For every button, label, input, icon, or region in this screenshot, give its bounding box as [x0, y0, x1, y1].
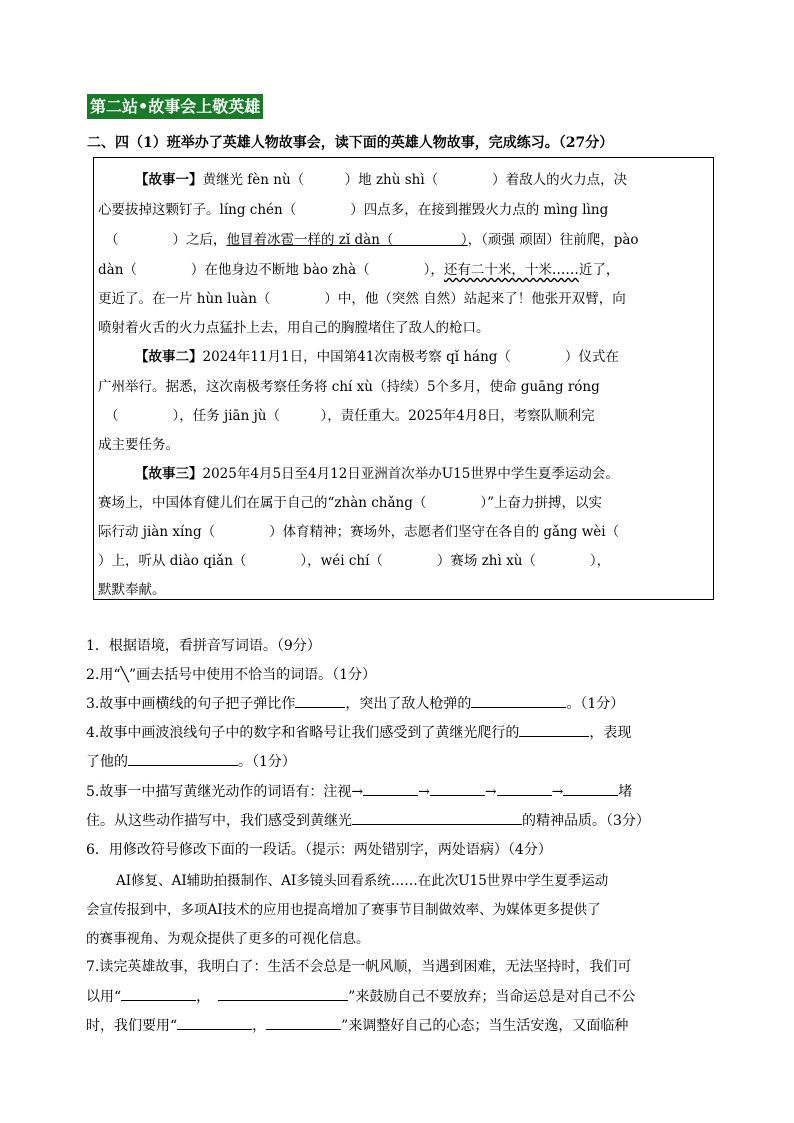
story3-line5: 默默奉献。	[98, 582, 166, 598]
answer-blank[interactable]	[266, 1015, 341, 1030]
story1-line6: 喷射着火舌的火力点猛扑上去，用自己的胸膛堵住了敌人的枪口。	[98, 320, 490, 336]
question-7-cont: 以用“ ， ”来鼓励自己不要放弃；当命运总是对自己不公	[86, 986, 635, 1006]
story3-line1: 【故事三】2025年4月5日至4月12日亚洲首次举办U15世界中学生夏季运动会。	[135, 466, 619, 482]
answer-blank[interactable]	[519, 722, 589, 737]
story3-line2: 赛场上，中国体育健儿们在属于自己的“zhàn chǎng（ ）”上奋力拼搏，以实	[98, 495, 603, 511]
question-5-cont: 住。从这些动作描写中，我们感受到黄继光 的精神品质。（3分）	[86, 810, 650, 830]
story1-line2: 心要拔掉这颗钉子。líng chén（ ）四点多，在接到摧毁火力点的 mìng lìng	[98, 202, 609, 218]
paragraph-line3: 的赛事视角、为观众提供了更多的可视化信息。	[86, 931, 370, 947]
answer-blank[interactable]	[218, 986, 348, 1001]
question-4: 4.故事中画波浪线句子中的数字和省略号让我们感受到了黄继光爬行的 ，表现	[86, 722, 631, 742]
question-7: 7.读完英雄故事，我明白了：生活不会总是一帆风顺，当遇到困难，无法坚持时，我们可	[86, 959, 632, 975]
question-4-cont: 了他的 。（1分）	[86, 751, 296, 771]
question-5: 5.故事一中描写黄继光动作的词语有：注视→ → → → 堵	[86, 781, 632, 801]
question-title: 二、四（1）班举办了英雄人物故事会，读下面的英雄人物故事，完成练习。（27分）	[87, 135, 614, 151]
question-1: 1．根据语境，看拼音写词语。（9分）	[86, 638, 321, 654]
answer-blank[interactable]	[471, 693, 566, 708]
story2-line3: （ ），任务 jiān jù（ ），责任重大。2025年4月8日，考察队顺利完	[105, 408, 595, 424]
story1-line3: （ ）之后，他冒着冰雹一样的 zǐ dàn（ ），（顽强 顽固）往前爬，pào	[105, 232, 639, 248]
answer-blank[interactable]	[128, 751, 238, 766]
story3-line4: ）上，听从 diào qiǎn（ ），wéi chí（ ）赛场 zhì xù（ ），	[98, 553, 611, 569]
question-7-cont2: 时，我们要用“ ， ”来调整好自己的心态；当生活安逸，又面临种	[86, 1015, 628, 1035]
wavy-sentence: 还有二十米，十米……	[443, 262, 579, 278]
story2-line2: 广州举行。据悉，这次南极考察任务将 chí xù（持续）5个多月，使命 guāng róng	[98, 379, 600, 395]
answer-blank[interactable]	[430, 781, 485, 796]
question-3: 3.故事中画横线的句子把子弹比作 ，突出了敌人枪弹的 。（1分）	[86, 693, 624, 713]
paragraph-line1: AI修复、AI辅助拍摄制作、AI多镜头回看系统……在此次U15世界中学生夏季运动	[116, 873, 609, 889]
answer-blank[interactable]	[363, 781, 418, 796]
story2-line4: 成主要任务。	[98, 437, 179, 453]
story3-line3: 际行动 jiàn xíng（ ）体育精神；赛场外，志愿者们坚守在各自的 gǎng wèi（	[98, 524, 620, 540]
story1-tag: 【故事一】	[135, 172, 203, 188]
story2-tag: 【故事二】	[135, 349, 203, 365]
answer-blank[interactable]	[352, 810, 522, 825]
story1-line5: 更近了。在一片 hùn luàn（ ）中，他（突然 自然）站起来了！他张开双臂，向	[98, 291, 626, 307]
section-heading: 第二站•故事会上敬英雄	[87, 94, 263, 119]
story3-tag: 【故事三】	[135, 466, 203, 482]
story1-line4: dàn（ ）在他身边不断地 bào zhà（ ），还有二十米，十米……近了，	[98, 262, 620, 278]
answer-blank[interactable]	[121, 986, 196, 1001]
answer-blank[interactable]	[295, 693, 345, 708]
question-6: 6．用修改符号修改下面的一段话。（提示：两处错别字，两处语病）（4分）	[86, 842, 552, 858]
underlined-sentence: 他冒着冰雹一样的 zǐ dàn（ ）	[226, 232, 468, 248]
story2-line1: 【故事二】2024年11月1日，中国第41次南极考察 qǐ háng（ ）仪式在	[135, 349, 619, 365]
answer-blank[interactable]	[497, 781, 552, 796]
paragraph-line2: 会宣传报到中，多项AI技术的应用也提高增加了赛事节目制做效率、为媒体更多提供了	[86, 902, 601, 918]
answer-blank[interactable]	[177, 1015, 252, 1030]
answer-blank[interactable]	[563, 781, 618, 796]
story1-line1: 【故事一】黄继光 fèn nù（ ）地 zhù shì（ ）着敌人的火力点，决	[135, 172, 628, 188]
question-2: 2.用“╲”画去括号中使用不恰当的词语。（1分）	[86, 667, 377, 683]
